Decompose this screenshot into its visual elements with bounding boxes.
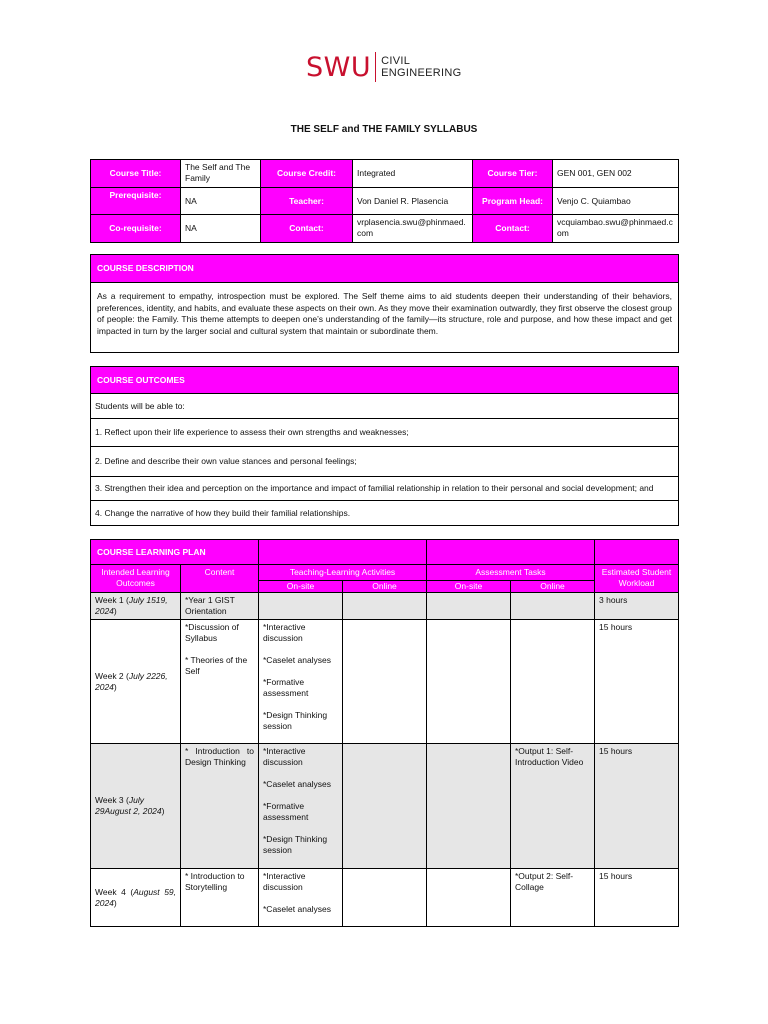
assess-online-cell: *Output 1: Self-Introduction Video [511, 744, 595, 869]
course-description-heading: COURSE DESCRIPTION [91, 255, 679, 283]
tla-onsite-cell: *Interactive discussion *Caselet analyses *Formative assessment *Design Thinking session [259, 744, 343, 869]
tla-onsite-cell: *Interactive discussion *Caselet analyses [259, 869, 343, 927]
prerequisite-label: Prerequisite: [91, 188, 181, 215]
course-title-value: The Self and The Family [181, 160, 261, 188]
course-tier-value: GEN 001, GEN 002 [553, 160, 679, 188]
course-credit-value: Integrated [353, 160, 473, 188]
logo-dept-line1: CIVIL [381, 55, 411, 67]
assess-onsite-cell [427, 744, 511, 869]
corequisite-value: NA [181, 215, 261, 243]
prerequisite-value: NA [181, 188, 261, 215]
tla-online-cell [343, 620, 427, 744]
course-outcomes-table [90, 366, 679, 526]
tla-online-cell [343, 593, 427, 620]
tla-online-cell [343, 744, 427, 869]
assess-onsite-cell [427, 593, 511, 620]
outcome-item: 2. Define and describe their own value stances and personal feelings; [91, 447, 679, 477]
learning-plan-table [90, 539, 679, 927]
outcome-item: 3. Strengthen their idea and perception on the importance and impact of familial relationship in relation to their personal and social development; and [91, 477, 679, 501]
week-cell: Week 2 (July 2226, 2024) [91, 620, 181, 744]
logo-department [381, 55, 461, 79]
program-head-contact-value[interactable]: vcquiambao.swu@phinmaed.com [553, 215, 679, 243]
logo-divider [375, 52, 376, 82]
content-cell: * Introduction to Storytelling [181, 869, 259, 927]
week-cell: Week 3 (July 29August 2, 2024) [91, 744, 181, 869]
tla-online-cell [343, 869, 427, 927]
program-head-contact-label: Contact: [473, 215, 553, 243]
course-credit-label: Course Credit: [261, 160, 353, 188]
assess-online-cell [511, 593, 595, 620]
workload-cell: 15 hours [595, 620, 679, 744]
table-row [91, 744, 679, 869]
learning-plan-heading: COURSE LEARNING PLAN [91, 540, 259, 565]
assess-online-cell: *Output 2: Self-Collage [511, 869, 595, 927]
teacher-label: Teacher: [261, 188, 353, 215]
program-head-value: Venjo C. Quiambao [553, 188, 679, 215]
swu-logo [306, 50, 461, 84]
tla-onsite-cell: *Interactive discussion *Caselet analyses *Formative assessment *Design Thinking session [259, 620, 343, 744]
table-row [91, 593, 679, 620]
outcomes-intro: Students will be able to: [91, 394, 679, 419]
col-assessment-tasks: Assessment Tasks [427, 565, 595, 581]
course-description-text: As a requirement to empathy, introspection must be explored. The Self theme aims to aid students deepen their understanding of their behaviors, preferences, identity, and habits, and evaluate these aspects on their own. As they move their examination outwardly, they first observe the closest group of people: the Family. This theme attempts to deepen one’s understanding of the family—its structure, role and purpose, and how these impact and get impacted in turn by the larger social and cultural system that maintain or subordinate them. [91, 283, 679, 353]
plan-header-blank [427, 540, 595, 565]
workload-cell: 15 hours [595, 869, 679, 927]
workload-cell: 15 hours [595, 744, 679, 869]
table-row [91, 869, 679, 927]
col-estimated-workload: Estimated Student Workload [595, 565, 679, 593]
logo-dept-line2: ENGINEERING [381, 67, 462, 79]
col-teaching-learning-activities: Teaching-Learning Activities [259, 565, 427, 581]
col-intended-learning-outcomes: Intended Learning Outcomes [91, 565, 181, 593]
plan-header-blank [259, 540, 427, 565]
assess-onsite-cell [427, 620, 511, 744]
content-cell: *Year 1 GIST Orientation [181, 593, 259, 620]
corequisite-label: Co-requisite: [91, 215, 181, 243]
table-row [91, 620, 679, 744]
program-head-label: Program Head: [473, 188, 553, 215]
teacher-contact-value[interactable]: vrplasencia.swu@phinmaed.com [353, 215, 473, 243]
assess-online-cell [511, 620, 595, 744]
col-content: Content [181, 565, 259, 593]
tla-onsite-cell [259, 593, 343, 620]
course-outcomes-heading: COURSE OUTCOMES [91, 367, 679, 394]
workload-cell: 3 hours [595, 593, 679, 620]
content-cell: * Introduction to Design Thinking [181, 744, 259, 869]
course-tier-label: Course Tier: [473, 160, 553, 188]
page-title: THE SELF and THE FAMILY SYLLABUS [290, 124, 478, 135]
course-description-table [90, 254, 679, 353]
subcol-tla-online: Online [343, 581, 427, 593]
plan-header-blank [595, 540, 679, 565]
teacher-value: Von Daniel R. Plasencia [353, 188, 473, 215]
subcol-assess-onsite: On-site [427, 581, 511, 593]
week-cell: Week 4 (August 59, 2024) [91, 869, 181, 927]
subcol-assess-online: Online [511, 581, 595, 593]
subcol-tla-onsite: On-site [259, 581, 343, 593]
logo-text: SWU [306, 51, 372, 83]
teacher-contact-label: Contact: [261, 215, 353, 243]
course-title-label: Course Title: [91, 160, 181, 188]
content-cell: *Discussion of Syllabus * Theories of the Self [181, 620, 259, 744]
outcome-item: 1. Reflect upon their life experience to assess their own strengths and weaknesses; [91, 419, 679, 447]
course-info-table [90, 159, 679, 243]
assess-onsite-cell [427, 869, 511, 927]
week-cell: Week 1 (July 1519, 2024) [91, 593, 181, 620]
outcome-item: 4. Change the narrative of how they build their familial relationships. [91, 501, 679, 526]
